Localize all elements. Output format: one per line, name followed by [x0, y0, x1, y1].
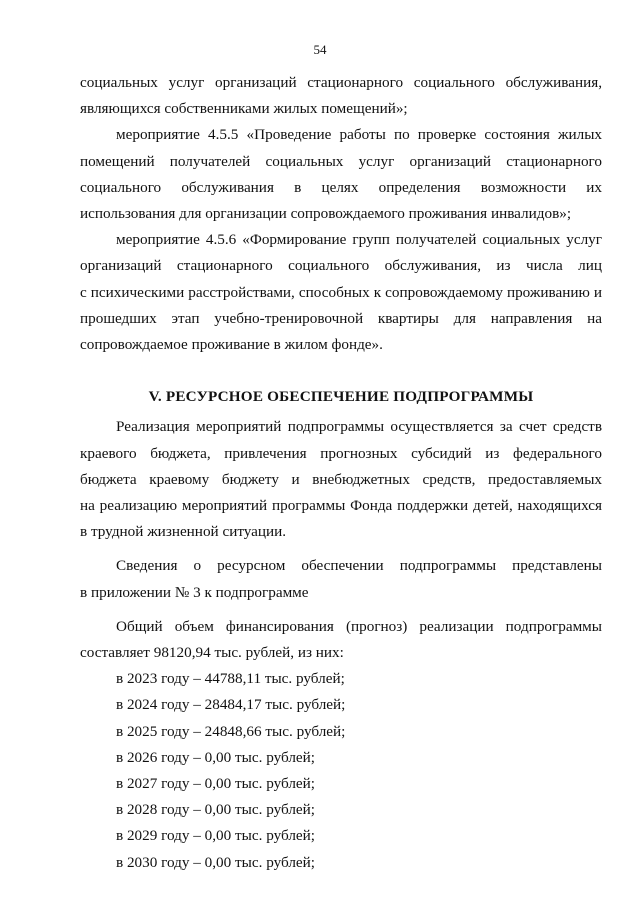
paragraph-continuation [80, 70, 602, 122]
list-item: в 2029 году – 0,00 тыс. рублей; [116, 827, 316, 845]
list-item: в 2023 году – 44788,11 тыс. рублей; [116, 670, 345, 688]
list-item: в 2030 году – 0,00 тыс. рублей; [116, 853, 316, 871]
text-line: составляет 98120,94 тыс. рублей, из них: [80, 644, 344, 662]
text-line: помещений получателей социальных услуг организаций стационарного [80, 152, 602, 170]
text-line: с психическими расстройствами, способных к сопровождаемому проживанию и [80, 283, 602, 301]
text-line: социального обслуживания в целях определения возможности их [80, 178, 602, 196]
text-line: Общий объем финансирования (прогноз) реализации подпрограммы [116, 617, 602, 635]
paragraph-total-financing [80, 614, 602, 666]
text-line: мероприятие 4.5.5 «Проведение работы по проверке состояния жилых [116, 126, 602, 144]
text-line: организаций стационарного социального обслуживания, из числа лиц [80, 257, 602, 275]
text-line: мероприятие 4.5.6 «Формирование групп получателей социальных услуг [116, 231, 602, 249]
paragraph-resources [80, 414, 602, 545]
text-line: социальных услуг организаций стационарного социального обслуживания, [80, 74, 602, 91]
financing-by-year-list [80, 666, 602, 876]
section-heading: V. РЕСУРСНОЕ ОБЕСПЕЧЕНИЕ ПОДПРОГРАММЫ [148, 388, 534, 406]
list-item: в 2028 году – 0,00 тыс. рублей; [116, 801, 316, 819]
text-line: сопровождаемое проживание в жилом фонде». [80, 336, 383, 354]
document-body [80, 70, 602, 876]
text-line: в приложении № 3 к подпрограмме [80, 583, 309, 601]
text-line: в трудной жизненной ситуации. [80, 523, 287, 541]
text-line: Сведения о ресурсном обеспечении подпрограммы представлены [116, 557, 602, 575]
text-line: на реализацию мероприятий программы Фонда поддержки детей, находящихся [80, 497, 602, 515]
paragraph-measure-4-5-6 [80, 227, 602, 358]
list-item: в 2026 году – 0,00 тыс. рублей; [116, 748, 316, 766]
text-line: Реализация мероприятий подпрограммы осуществляется за счет средств [116, 418, 602, 436]
text-line: бюджета краевому бюджету и внебюджетных средств, предоставляемых [80, 470, 602, 488]
page-number: 54 [313, 42, 327, 57]
text-line: использования для организации сопровождаемого проживания инвалидов»; [80, 205, 572, 223]
text-line: краевого бюджета, привлечения прогнозных субсидий из федерального [80, 444, 602, 462]
list-item: в 2024 году – 28484,17 тыс. рублей; [116, 696, 346, 714]
list-item: в 2025 году – 24848,66 тыс. рублей; [116, 722, 346, 740]
paragraph-measure-4-5-5 [80, 122, 602, 227]
list-item: в 2027 году – 0,00 тыс. рублей; [116, 775, 316, 793]
text-line: прошедших этап учебно-тренировочной квартиры для направления на [80, 309, 602, 327]
text-line: являющихся собственниками жилых помещений»; [80, 100, 408, 118]
paragraph-appendix-reference [80, 553, 602, 605]
